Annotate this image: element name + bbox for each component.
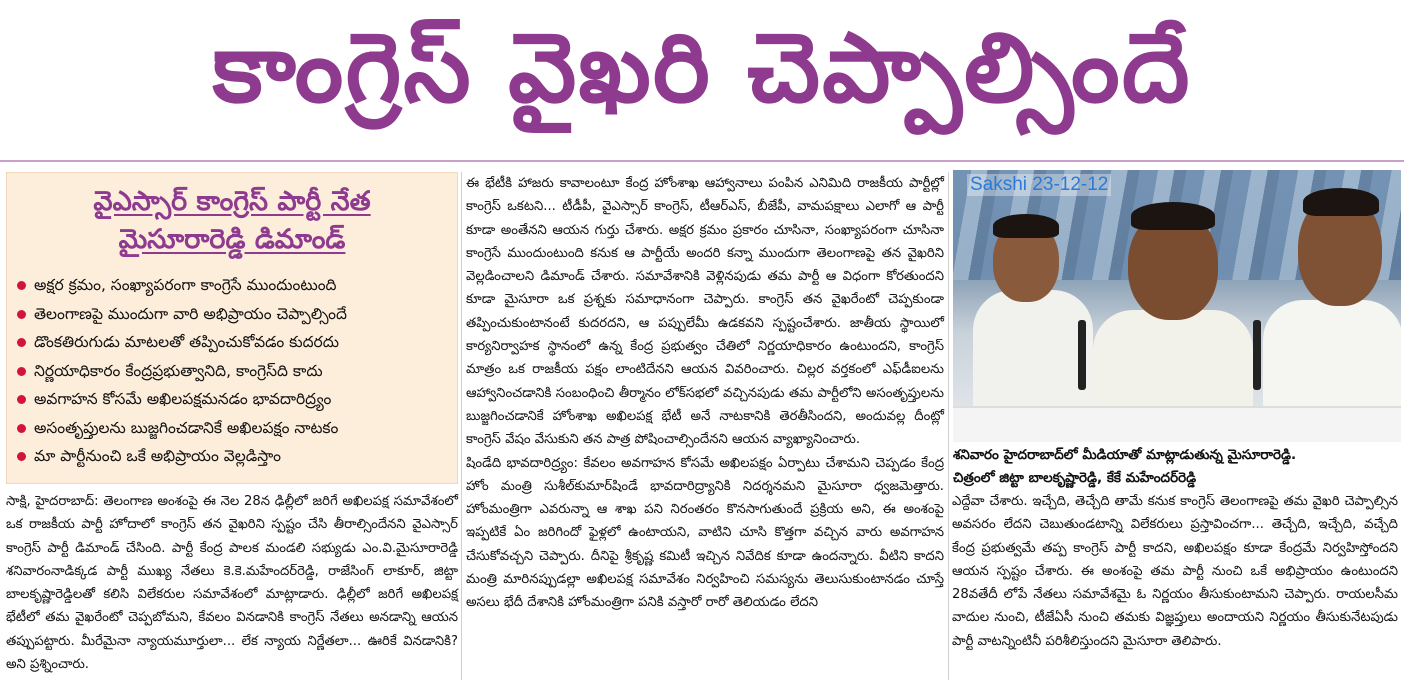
bullet-dot-icon	[17, 452, 26, 461]
box-title-line1: వైఎస్సార్ కాంగ్రెస్ పార్టీ నేత	[93, 186, 371, 217]
photo-date-stamp: Sakshi 23-12-12	[967, 174, 1111, 196]
photo-caption	[953, 444, 1401, 490]
microphone-icon	[1078, 320, 1086, 390]
column-rule	[461, 172, 462, 680]
bullet-dot-icon	[17, 338, 26, 347]
box-title	[7, 173, 457, 259]
bullet-item: తెలంగాణపై ముందుగా వారి అభిప్రాయం చెప్పాల్సిందే	[17, 300, 457, 329]
bullet-item: మా పార్టీనుంచి ఒకే అభిప్రాయం వెల్లడిస్తాం	[17, 442, 457, 471]
bullet-dot-icon	[17, 310, 26, 319]
headline-divider	[0, 160, 1404, 162]
bullet-dot-icon	[17, 424, 26, 433]
caption-line: చిత్రంలో జిట్టా బాలకృష్ణారెడ్డి, కేకే మహేందర్‌రెడ్డి	[953, 470, 1197, 486]
bullet-item: అసంతృప్తులను బుజ్జగించడానికే అఖిలపక్షం నాటకం	[17, 414, 457, 443]
article-paragraph: సాక్షి, హైదరాబాద్: తెలంగాణ అంశంపై ఈ నెల 28న ఢిల్లీలో జరిగే అఖిలపక్ష సమావేశంలో ఒక రాజకీయ పార్టీ హోదాలో కాంగ్రెస్ తన వైఖరిని స్పష్టం చేసి తీరాల్సిందేనని వైఎస్సార్ కాంగ్రెస్ పార్టీ డిమాండ్ చేసింది. పార్టీ కేంద్ర పాలక మండలి సభ్యుడు ఎం.వి.మైసూరారెడ్డి శనివారంనాడిక్కడ పార్టీ ముఖ్య నేతలు కె.కె.మహేందర్‌రెడ్డి, రాజేసింగ్ లాకూర్, జిట్టా బాలకృష్ణారెడ్డిలతో కలిసి విలేకరుల సమావేశంలో మాట్లాడారు. ఢిల్లీలో జరిగే అఖిలపక్ష భేటీలో తమ వైఖరేంటో చెప్పబోమని, కేవలం వినడానికి కాంగ్రెస్ నేతలు అనడాన్ని ఆయన తప్పుపట్టారు. మీరేమైనా న్యాయమూర్తులా... లేక న్యాయ నిర్ణేతలా... ఊరికే వినడానికి? అని ప్రశ్నించారు.	[6, 494, 458, 673]
article-column-2	[466, 172, 944, 615]
column-rule	[948, 172, 949, 680]
caption-line: శనివారం హైదరాబాద్‌లో మీడియాతో మాట్లాడుతున్న మైసూరారెడ్డి.	[953, 447, 1297, 463]
highlight-box	[6, 172, 458, 484]
press-photo	[953, 170, 1401, 442]
bullet-dot-icon	[17, 281, 26, 290]
microphone-icon	[1253, 320, 1261, 390]
bullet-dot-icon	[17, 367, 26, 376]
bullet-item: నిర్ణయాధికారం కేంద్రప్రభుత్వానిది, కాంగ్రెస్‌ది కాదు	[17, 357, 457, 386]
article-column-3	[952, 490, 1398, 653]
article-paragraph: ఈ భేటీకి హాజరు కావాలంటూ కేంద్ర హోంశాఖ ఆహ్వానాలు పంపిన ఎనిమిది రాజకీయ పార్టీల్లో కాంగ్రెస్ ఒకటని... టీడీపీ, వైఎస్సార్ కాంగ్రెస్, టీఆర్‌ఎస్, బీజేపీ, వామపక్షాలు ఎలాగో ఆ పార్టీ కూడా అంతేనని ఆయన గుర్తు చేశారు. అక్షర క్రమం ప్రకారం చూసినా, సంఖ్యాపరంగా చూసినా కాంగ్రెసే ముందుంటుంది కనుక ఆ పార్టీయే అందరి కన్నా ముందుగా తెలంగాణపై తన వైఖరిని వెల్లడించాలని డిమాండ్ చేశారు. సమావేశానికి వెళ్లినపుడు తమ పార్టీ ఆ విధంగా కోరతుందని కూడా మైసూరా ఒక ప్రశ్నకు సమాధానంగా చెప్పారు. కాంగ్రెస్ తన వైఖరేంటో చెప్పకుండా తప్పించుకుంటానంటే కుదరదని, ఆ పప్పులేమీ ఉడకవని స్పష్టంచేశారు. జాతీయ స్థాయిలో కార్యనిర్వాహక స్థానంలో ఉన్న కేంద్ర ప్రభుత్వం చేతిలో నిర్ణయాధికారం ఉంటుందని, కాంగ్రెస్ మాత్రం ఒక రాజకీయ పక్షం లాంటిదేనని ఆయన వివరించారు. చిల్లర వర్తకంలో ఎఫ్‌డీఐలను ఆహ్వానించడానికి సంబంధించి తీర్మానం లోక్‌సభలో వచ్చినపుడు తమ పార్టీలోని అసంతృప్తులను బుజ్జగించడానికే హోంశాఖ అఖిలపక్ష భేటీ అనే నాటకానికి తెరతీసిందని, అందువల్ల దీంట్లో కాంగ్రెస్ వేషం వేసుకుని తన పాత్ర పోషించాల్సిందేనని ఆయన వ్యాఖ్యానించారు.	[466, 176, 944, 448]
headline: కాంగ్రెస్ వైఖరి చెప్పాల్సిందే	[212, 12, 1192, 124]
bullet-item: డొంకతిరుగుడు మాటలతో తప్పించుకోవడం కుదరదు	[17, 328, 457, 357]
article-paragraph: ఎద్దేవా చేశారు. ఇచ్చేది, తెచ్చేది తామే కనుక కాంగ్రెస్ తెలంగాణపై తమ వైఖరి చెప్పాల్సిన అవసరం లేదని చెబుతుండటాన్ని విలేకరులు ప్రస్తావించగా... తెచ్చేది, ఇచ్చేది, వచ్చేది కేంద్ర ప్రభుత్వమే తప్ప కాంగ్రెస్ పార్టీ కాదని, అఖిలపక్షం కూడా కేంద్రమే నిర్వహిస్తోందని ఆయన స్పష్టం చేశారు. ఈ అంశంపై తమ పార్టీ నుంచి ఒకే అభిప్రాయం ఉంటుందని 28వతేదీ లోపే నేతలు సమావేశమై ఓ నిర్ణయం తీసుకుంటామని చెప్పారు. రాయలసీమ వాదుల నుంచి, టీజేఏసీ నుంచి తమకు విజ్ఞప్తులు అందాయని నిర్ణయం తీసుకునేటపుడు పార్టీ వాటన్నింటినీ పరిశీలిస్తుందని మైసూరా తెలిపారు.	[952, 494, 1398, 649]
bullet-item: అవగాహన కోసమే అఖిలపక్షమనడం భావదారిద్ర్యం	[17, 385, 457, 414]
bullet-list	[7, 271, 457, 471]
article-paragraph: షిండేది భావదారిద్ర్యం: కేవలం అవగాహన కోసమే అఖిలపక్షం ఏర్పాటు చేశామని చెప్పడం కేంద్ర హోం మంత్రి సుశీల్‌కుమార్‌షిండే భావదారిద్ర్యానికి నిదర్శనమని మైసూరా ధ్వజమెత్తారు. హోంమంత్రిగా ఎవరున్నా ఆ శాఖ పని నిరంతరం కొనసాగుతుందే ప్రక్రియ అని, ఈ అంశంపై ఇప్పటికే ఏం జరిగిందో ఫైళ్లలో ఉంటాయని, వాటిని చూసి కొత్తగా వచ్చిన వారు అవగాహన చేసుకోవచ్చని చెప్పారు. దీనిపై శ్రీకృష్ణ కమిటీ ఇచ్చిన నివేదిక కూడా ఉందన్నారు. వీటిని కాదని మంత్రి మారినప్పుడల్లా అఖిలపక్ష సమావేశం నిర్వహించి సమస్యను తెలుసుకుంటానడం చూస్తే అసలు భేదీ దేశానికి హోంమంత్రిగా పనికి వస్తారో రారో తెలియడం లేదని	[466, 455, 944, 611]
bullet-item: అక్షర క్రమం, సంఖ్యాపరంగా కాంగ్రెసే ముందుంటుంది	[17, 271, 457, 300]
bullet-dot-icon	[17, 395, 26, 404]
box-title-line2: మైసూరారెడ్డి డిమాండ్	[118, 224, 346, 255]
article-column-1	[6, 490, 458, 676]
table-front	[953, 406, 1401, 442]
